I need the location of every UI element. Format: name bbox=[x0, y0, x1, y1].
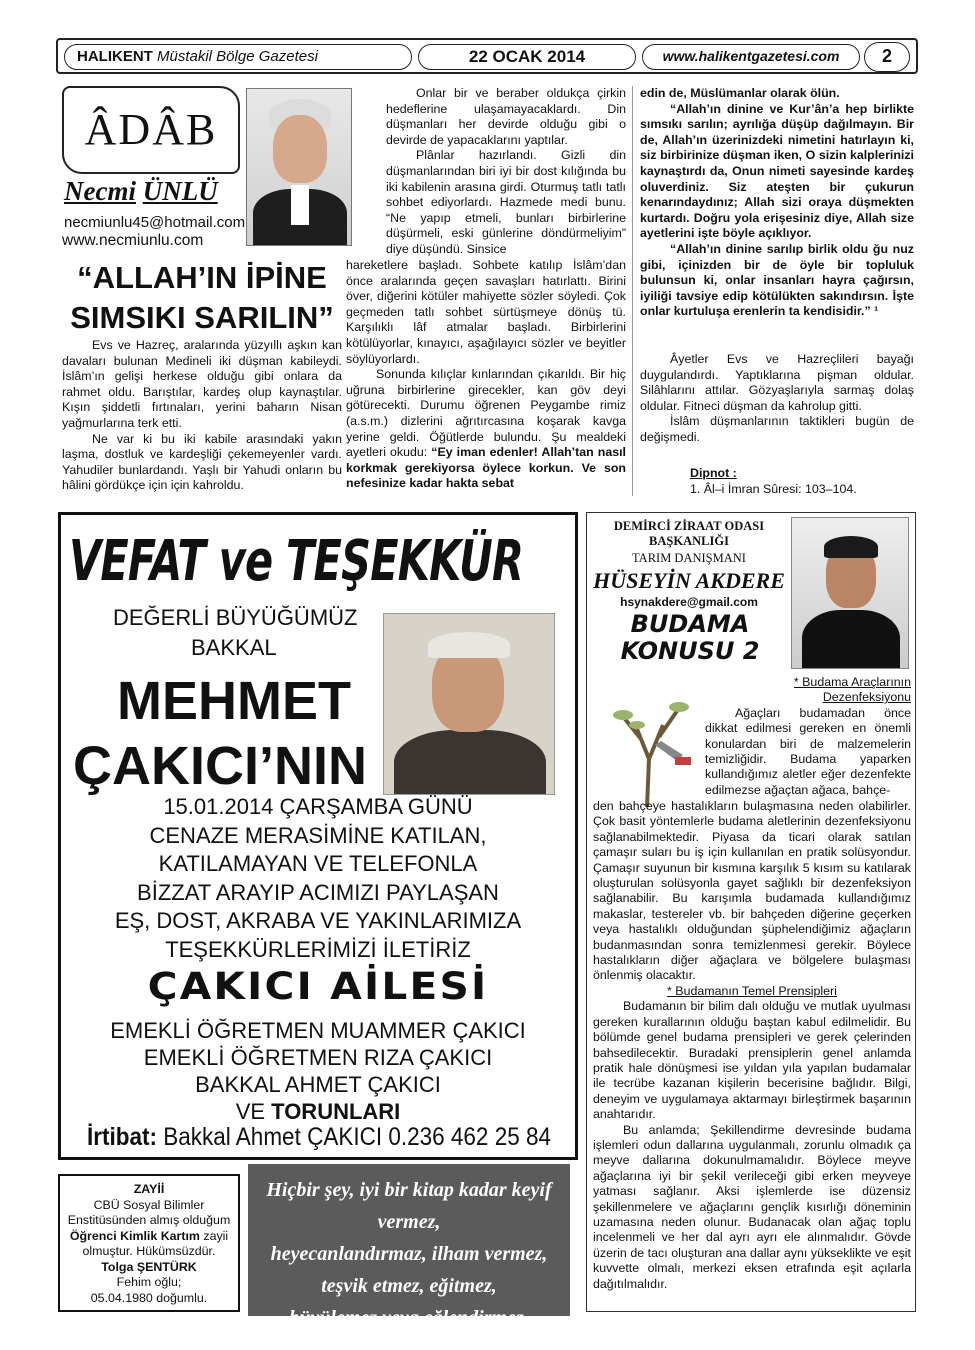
article-column-2-bottom bbox=[346, 258, 626, 492]
article-paragraph: Budamanın bir bilim dalı olduğu ve mutlak uyulması gereken kurallarının olduğu baştan kabul edilmelidir. Bu bölümde genel budama prensipleri ve gerek çelerinden bahsedilecektir. Buradaki prensiplerin genel anlamda pratik hale dönüşmesi ise yıldan yıla yapılan budamalar ile tecrübe kazanan kişilerin becerisine bağlıdır. Bilgi, deneyim ve uygulamaya aktarmayı birleştirmek başarının anahtarıdır. bbox=[593, 999, 911, 1122]
article-paragraph: Sonunda kılıçlar kınlarından çıkarıldı. Bir hiç uğruna birbirlerine girecekler, kan göv deyi götürecekti. Durumu öğrenen Peygambe rimiz (a.s.m.) dizlerini ağrıtırcasına koşarak kavga yerine geldi. Öğütlerde bulundu. Şu mealdeki ayetleri okudu: “Ey iman edenler! Allah’tan nasıl korkmak gerekiyorsa öylece korkun. Ve son nefesinize kadar hakta sebat bbox=[346, 367, 626, 491]
article-paragraph: Plânlar hazırlandı. Gizli din düşmanlarından biri iyi bir dost kılığında bu iki kabilenin arasına girdi. Oturmuş tatlı tatlı sohbet ediyorlardı. Hazmede medi bunu. “Ne yapıp etmeli, bunları birbirlerine düşürmeli, eski günlerine döndürmeliyim” diye düşündü. Sinsice bbox=[386, 148, 626, 256]
author-first-name: Necmi bbox=[64, 176, 136, 206]
family-member: VE TORUNLARI bbox=[235, 1099, 401, 1124]
obituary-line: TEŞEKKÜRLERİMİZİ İLETİRİZ bbox=[165, 936, 471, 962]
pruning-article bbox=[586, 512, 916, 1312]
lost-notice-line: Fehim oğlu; bbox=[116, 1275, 182, 1289]
deceased-last-name: ÇAKICI’NIN bbox=[73, 736, 367, 796]
lost-notice-line: Enstitüsünden almış olduğum bbox=[67, 1213, 231, 1227]
obituary-message bbox=[61, 793, 575, 965]
paper-website: www.halikentgazetesi.com bbox=[642, 44, 860, 70]
obituary-subtitle: DEĞERLİ BÜYÜĞÜMÜZ bbox=[113, 605, 358, 630]
article-paragraph: Ne var ki bu iki kabile arasındaki yakın laşma, dostluk ve kardeşliği çekemeyenler vardı. Yahudiler bunlardandı. Yaşlı bir Yahudi onların bu hâlini gördükçe için için kahroldu. bbox=[62, 431, 342, 493]
article-paragraph: hareketlere başladı. Sohbete katılıp İslâm’dan önce aralarında geçen savaşları hatırlattı. Birini över, diğerini kötüler mahiyette sözler söyledi. Çok geçmeden tatlı sohbet sürtüşmeye dönüş tü. Karşılıklı lâf atmalar başladı. Birbirlerini kötülüyorlar, kınayıcı, aşağılayıcı sözler ve beyitler söylüyorlardı. bbox=[346, 258, 626, 366]
family-member: EMEKLİ ÖĞRETMEN RIZA ÇAKICI bbox=[143, 1045, 493, 1070]
footnote-text: 1. Âl–i İmran Sûresi: 103–104. bbox=[690, 482, 857, 496]
lost-notice-line: olmuştur. Hükümsüzdür. bbox=[82, 1244, 216, 1258]
author-role: TARIM DANIŞMANI bbox=[632, 551, 746, 565]
obituary-occupation: BAKKAL bbox=[191, 635, 277, 660]
pruning-author-email: hsynakdere@gmail.com bbox=[620, 595, 758, 609]
deceased-first-name: MEHMET bbox=[117, 671, 351, 731]
column-section-name: ÂDÂB bbox=[84, 105, 218, 154]
obituary-ad bbox=[58, 512, 578, 1160]
issue-date: 22 OCAK 2014 bbox=[418, 44, 636, 70]
quote-line: heyecanlandırmaz, ilham vermez, bbox=[270, 1243, 548, 1265]
family-members bbox=[61, 1017, 575, 1125]
subheading: * Budamanın Temel Prensipleri bbox=[667, 983, 837, 998]
article-paragraph: Âyetler Evs ve Hazreçlileri bayağı duygulandırdı. Yaptıklarına pişman oldular. Silâhlarını attılar. Gözyaşlarıyla sarmaş dolaş oldular. Fitneci düşman da kahrolup gitti. bbox=[640, 352, 914, 413]
paper-name: HALIKENT bbox=[77, 48, 153, 65]
lost-notice bbox=[58, 1174, 240, 1312]
column-divider bbox=[632, 86, 633, 496]
contact-label: İrtibat: bbox=[87, 1123, 158, 1151]
book-quote-box bbox=[248, 1164, 570, 1329]
author-website: www.necmiunlu.com bbox=[62, 232, 204, 249]
obituary-line: 15.01.2014 ÇARŞAMBA GÜNÜ bbox=[163, 794, 473, 819]
article-headline: “ALLAH’IN İPİNE SIMSIKI SARILIN” bbox=[70, 260, 334, 335]
page-number: 2 bbox=[864, 42, 910, 72]
family-member: EMEKLİ ÖĞRETMEN MUAMMER ÇAKICI bbox=[110, 1018, 526, 1043]
article-paragraph: Onlar bir ve beraber oldukça çirkin hedeflerine ulaşamayacaklardı. Din düşmanları her devirde olduğu gibi o devirde de yapacaklarını yaptılar. bbox=[386, 86, 626, 147]
family-name: ÇAKICI AİLESİ bbox=[147, 965, 489, 1008]
pruning-author-name: HÜSEYİN AKDERE bbox=[593, 568, 785, 593]
lost-notice-owner: Tolga ŞENTÜRK bbox=[101, 1259, 197, 1274]
footnote-title: Dipnot : bbox=[690, 466, 737, 480]
article-column-3-quote bbox=[640, 86, 914, 320]
author-organization: DEMİRCİ ZİRAAT ODASI BAŞKANLIĞI bbox=[613, 519, 765, 548]
pruning-intro bbox=[705, 675, 911, 798]
author-email: necmiunlu45@hotmail.com bbox=[64, 214, 246, 231]
quote-paragraph: “Allah’ın dinine sarılıp birlik oldu ğu nuz gibi, içinizden bir de öyle bir topluluk bulunsun ki, onlar insanları hayra çağırsın, iyiliği tavsiye edip kötülükten sakındırsın. İşte onlar kurtuluşa erenlerin ta kendisidir.” ¹ bbox=[640, 241, 914, 319]
lost-notice-line: 05.04.1980 doğumlu. bbox=[90, 1290, 208, 1305]
deceased-photo bbox=[383, 613, 555, 795]
masthead-bar bbox=[56, 38, 918, 74]
obituary-line: BİZZAT ARAYIP ACIMIZI PAYLAŞAN bbox=[137, 879, 499, 905]
lost-notice-title: ZAYİİ bbox=[133, 1182, 165, 1196]
subheading: * Budama Araçlarının Dezenfeksiyonu bbox=[793, 675, 911, 705]
obituary-title: VEFAT ve TEŞEKKÜR bbox=[69, 529, 524, 594]
obituary-line: EŞ, DOST, AKRABA VE YAKINLARIMIZA bbox=[114, 908, 522, 934]
column-author bbox=[64, 176, 218, 207]
quote-line: büyülemez veya eğlendirmez. bbox=[289, 1307, 529, 1329]
quote-line: Hiçbir şey, iyi bir kitap kadar keyif vermez, bbox=[266, 1179, 552, 1233]
column-section-banner bbox=[62, 86, 240, 174]
pruning-illustration bbox=[597, 689, 697, 809]
family-member: BAKKAL AHMET ÇAKICI bbox=[195, 1072, 441, 1097]
pruning-headline: BUDAMA KONUSU 2 bbox=[620, 610, 760, 665]
article-column-2-top bbox=[386, 86, 626, 258]
paper-title bbox=[64, 44, 412, 70]
article-column-1 bbox=[62, 338, 342, 494]
author-last-name: ÜNLÜ bbox=[142, 176, 218, 206]
pruning-body bbox=[593, 799, 911, 1292]
paper-subtitle: Müstakil Bölge Gazetesi bbox=[157, 48, 318, 65]
lost-notice-line: Öğrenci Kimlik Kartım zayii bbox=[69, 1228, 229, 1243]
article-paragraph: Evs ve Hazreç, aralarında yüzyıllı aşkın kan davaları bulunan Medineli iki düşman kabileydi. İslâm’ın gelişi herkese olduğu gibi onlara da rahmet oldu. Barıştılar, kardeş olup kaynaştılar. Kışın şiddetli fırtınaları, yerini baharın Nisan yağmurlarına terk etti. bbox=[62, 338, 342, 430]
quote-paragraph: edin de, Müslümanlar olarak ölün. bbox=[640, 86, 840, 100]
lost-notice-line: CBÜ Sosyal Bilimler bbox=[93, 1197, 205, 1212]
quote-paragraph: “Allah’ın dinine ve Kur’ân’a hep birlikte sımsıkı sarılın; ayrılığa düşüp dağılmayın. Bir de, Allah’ın üzerinizdeki nimetini hatırlayın ki, siz birbirinize düşman iken, O sizin kalplerinizi kaynaştırdı da, Onun nimeti sayesinde kardeş oluverdiniz. Siz ateşten bir çukurun kenarındaydınız; Allah sizi oraya düşmekten kurtardı. Doğru yola erişesiniz diye, Allah size ayetlerini işte böyle açıklıyor. bbox=[640, 101, 914, 241]
article-paragraph: Bu anlamda; Şekillendirme devresinde budama işlemleri odun dallarına uygulanmalı, zorunlu olmadık ça meyve dallarına dokunulmamalıdır. Böylece meyve ağaçlarına iyi bir şekil verileceği gibi erken meyveye yatması sağlanır. Aksi işlemlerde ise düzensiz şekillenmelere ve ağaçlarını gençlik kısırlığı döneminin uzamasına neden olunur. Budanacak olan ağaç toplu incelenmeli ve her dal ayrı ayrı ele alınmalıdır. Gövde üzerin de tacı oluşturan ana dallar aynı yükseklikte ve eşit kuvvette olmalı, merkezi eksen etrafında eşit açılarla dağıtılmalıdır. bbox=[593, 1122, 911, 1291]
obituary-contact bbox=[87, 1123, 551, 1152]
article-paragraph: İslâm düşmanlarının taktikleri bugün de değişmedi. bbox=[640, 414, 914, 444]
author-photo bbox=[246, 88, 352, 246]
article-paragraph: den bahçeye hastalıkların bulaşmasına neden olabilirler. Çok basit yöntemlerle budama aletlerinin dezenfeksiyonu sağlanabilmektedir. Piyasa da ticari olarak satılan çamaşır suları bu iş için kullanılan en pratik solüsyondur. Çamaşır suyunun bir kısmına karşılık 5 kısım su katılarak oluşturulan solüsyonla gayet sağlıklı bir dezenfeksiyon sağlanabilir. Bu karışımla budamada kullandığımız makaslar, testereler vb. bir bahçeden diğerine geçerken veya hastalıklı olduğundan şüphelendiğimiz ağaçların budanmasından sonra temizlenmesi gerekir. Böylece hastalıkların diğer ağaçlara ve bölgelere bulaşması önlenmiş olacaktır. bbox=[593, 799, 911, 983]
contact-phone: Bakkal Ahmet ÇAKICI 0.236 462 25 84 bbox=[157, 1123, 552, 1151]
quran-quote: “Ey iman edenler! Allah’tan nasıl korkmak gerekiyorsa öylece korkun. Ve son nefesinize kadar hakta sebat bbox=[346, 445, 626, 491]
article-column-3-end bbox=[640, 352, 914, 446]
article-paragraph: Ağaçları budamadan önce dikkat edilmesi gereken en önemli konulardan biri de malzemelerin temizliğidir. Budama yaparken kullandığımız aletler eğer dezenfekte edilmezse ağaçtan ağaca, bahçe- bbox=[705, 705, 911, 797]
obituary-line: CENAZE MERASİMİNE KATILAN, bbox=[149, 822, 487, 848]
quote-line: teşvik etmez, eğitmez, bbox=[321, 1275, 497, 1297]
pruning-author-photo bbox=[791, 517, 909, 669]
obituary-line: KATILAMAYAN VE TELEFONLA bbox=[158, 851, 478, 877]
